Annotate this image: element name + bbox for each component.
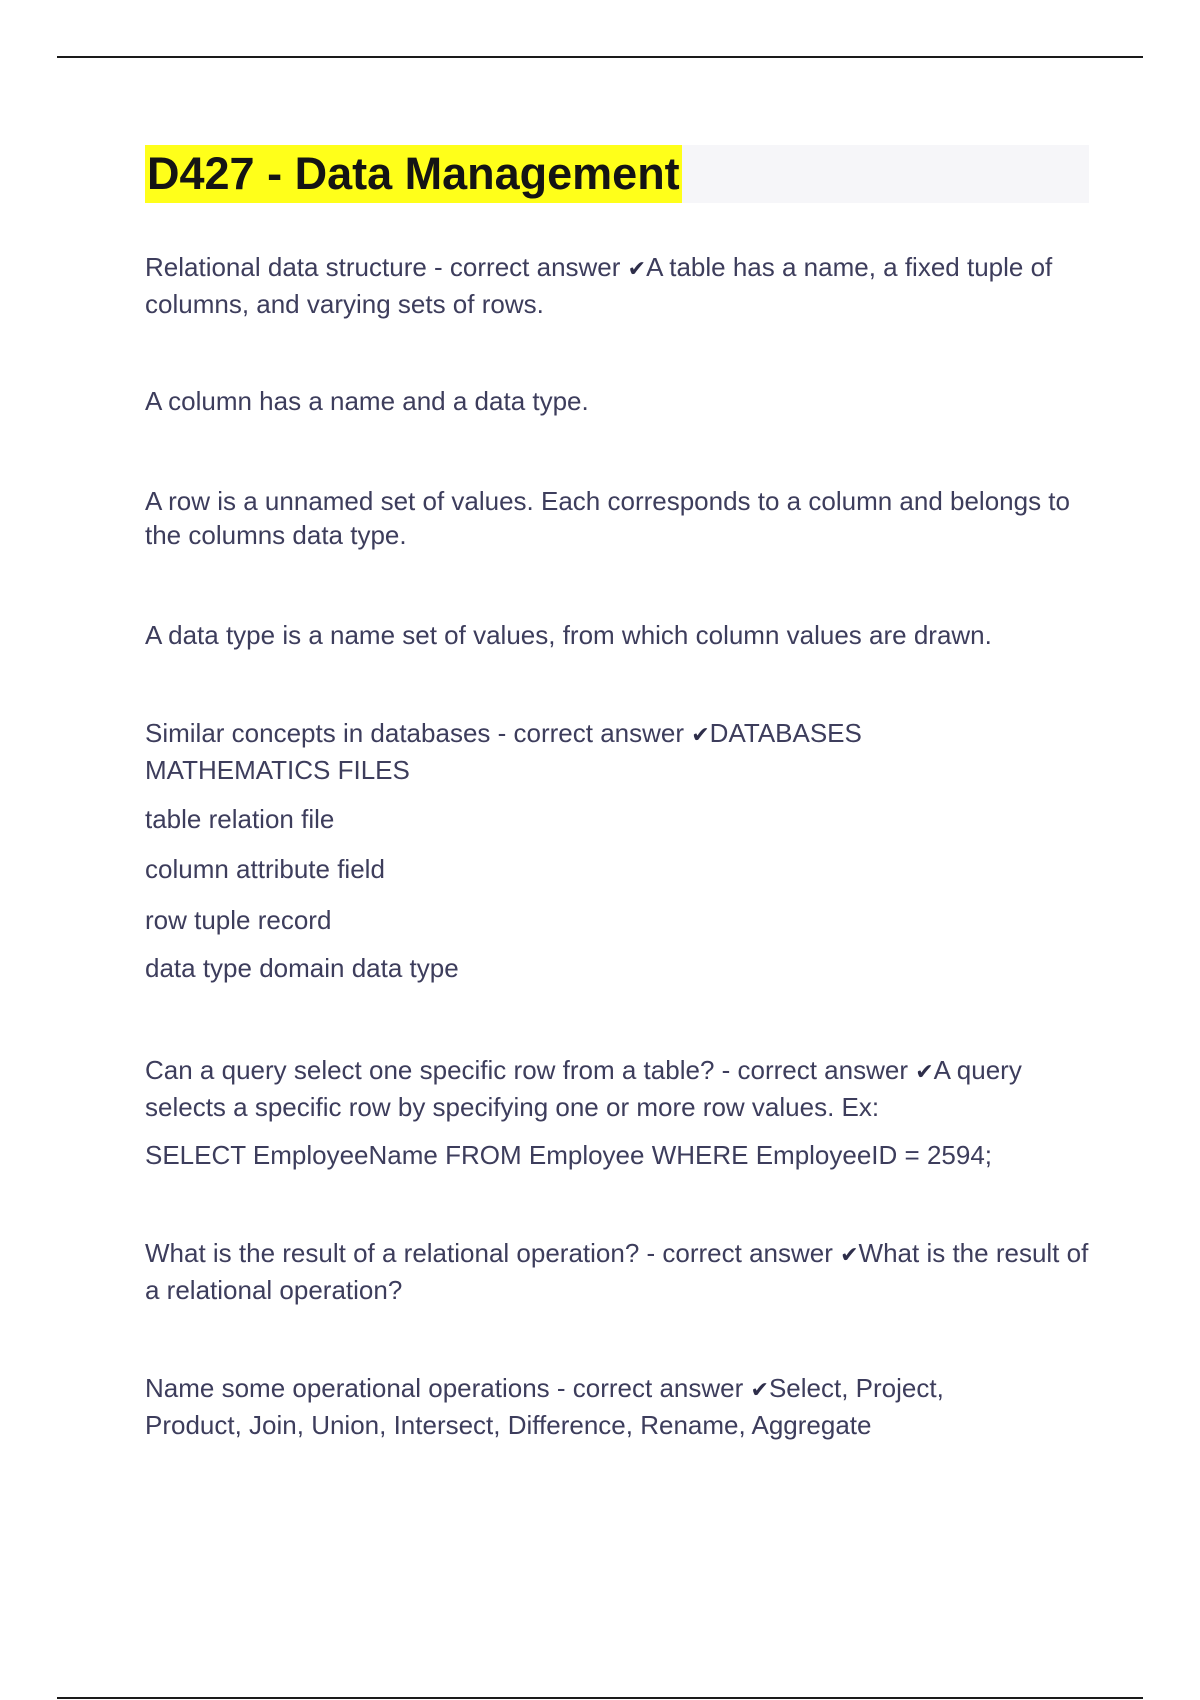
paragraph-column: A column has a name and a data type.: [145, 386, 589, 416]
qa-relational-operation-result: [145, 1236, 1095, 1307]
qa-relational-data-structure: [145, 250, 1095, 321]
page-title: D427 - Data Management: [145, 145, 682, 203]
top-divider: [57, 56, 1143, 58]
paragraph-data-type: A data type is a name set of values, from which column values are drawn.: [145, 620, 992, 650]
check-mark-icon: ✔: [627, 257, 647, 282]
check-mark-icon: ✔: [691, 723, 710, 748]
answer-text: What is the result of a relational operation?: [145, 1238, 1089, 1305]
sql-example: SELECT EmployeeName FROM Employee WHERE EmployeeID = 2594;: [145, 1140, 993, 1170]
concept-row: row tuple record: [145, 905, 332, 935]
qa-similar-concepts: [145, 716, 945, 787]
answer-text: A table has a name, a fixed tuple of columns, and varying sets of rows.: [145, 252, 1053, 319]
paragraph-row: A row is a unnamed set of values. Each corresponds to a column and belongs to the columns data type.: [145, 486, 1070, 550]
question-text: What is the result of a relational operation? - correct answer: [145, 1238, 841, 1268]
answer-text: Select, Project, Product, Join, Union, Intersect, Difference, Rename, Aggregate: [145, 1373, 944, 1440]
concept-row: data type domain data type: [145, 953, 459, 983]
question-text: Can a query select one specific row from a table? - correct answer: [145, 1055, 916, 1085]
concept-row: column attribute field: [145, 854, 385, 884]
concept-row: table relation file: [145, 804, 335, 834]
check-mark-icon: ✔: [750, 1378, 769, 1403]
check-mark-icon: ✔: [840, 1243, 859, 1268]
question-text: Relational data structure - correct answer: [145, 252, 628, 282]
answer-text: DATABASES MATHEMATICS FILES: [145, 718, 862, 785]
bottom-divider: [57, 1697, 1143, 1699]
qa-query-select-row: [145, 1053, 1095, 1124]
answer-text: A query selects a specific row by specifying one or more row values. Ex:: [145, 1055, 1022, 1122]
question-text: Similar concepts in databases - correct answer: [145, 718, 692, 748]
question-text: Name some operational operations - correct answer: [145, 1373, 751, 1403]
qa-operational-operations: [145, 1371, 1025, 1442]
check-mark-icon: ✔: [915, 1060, 934, 1085]
